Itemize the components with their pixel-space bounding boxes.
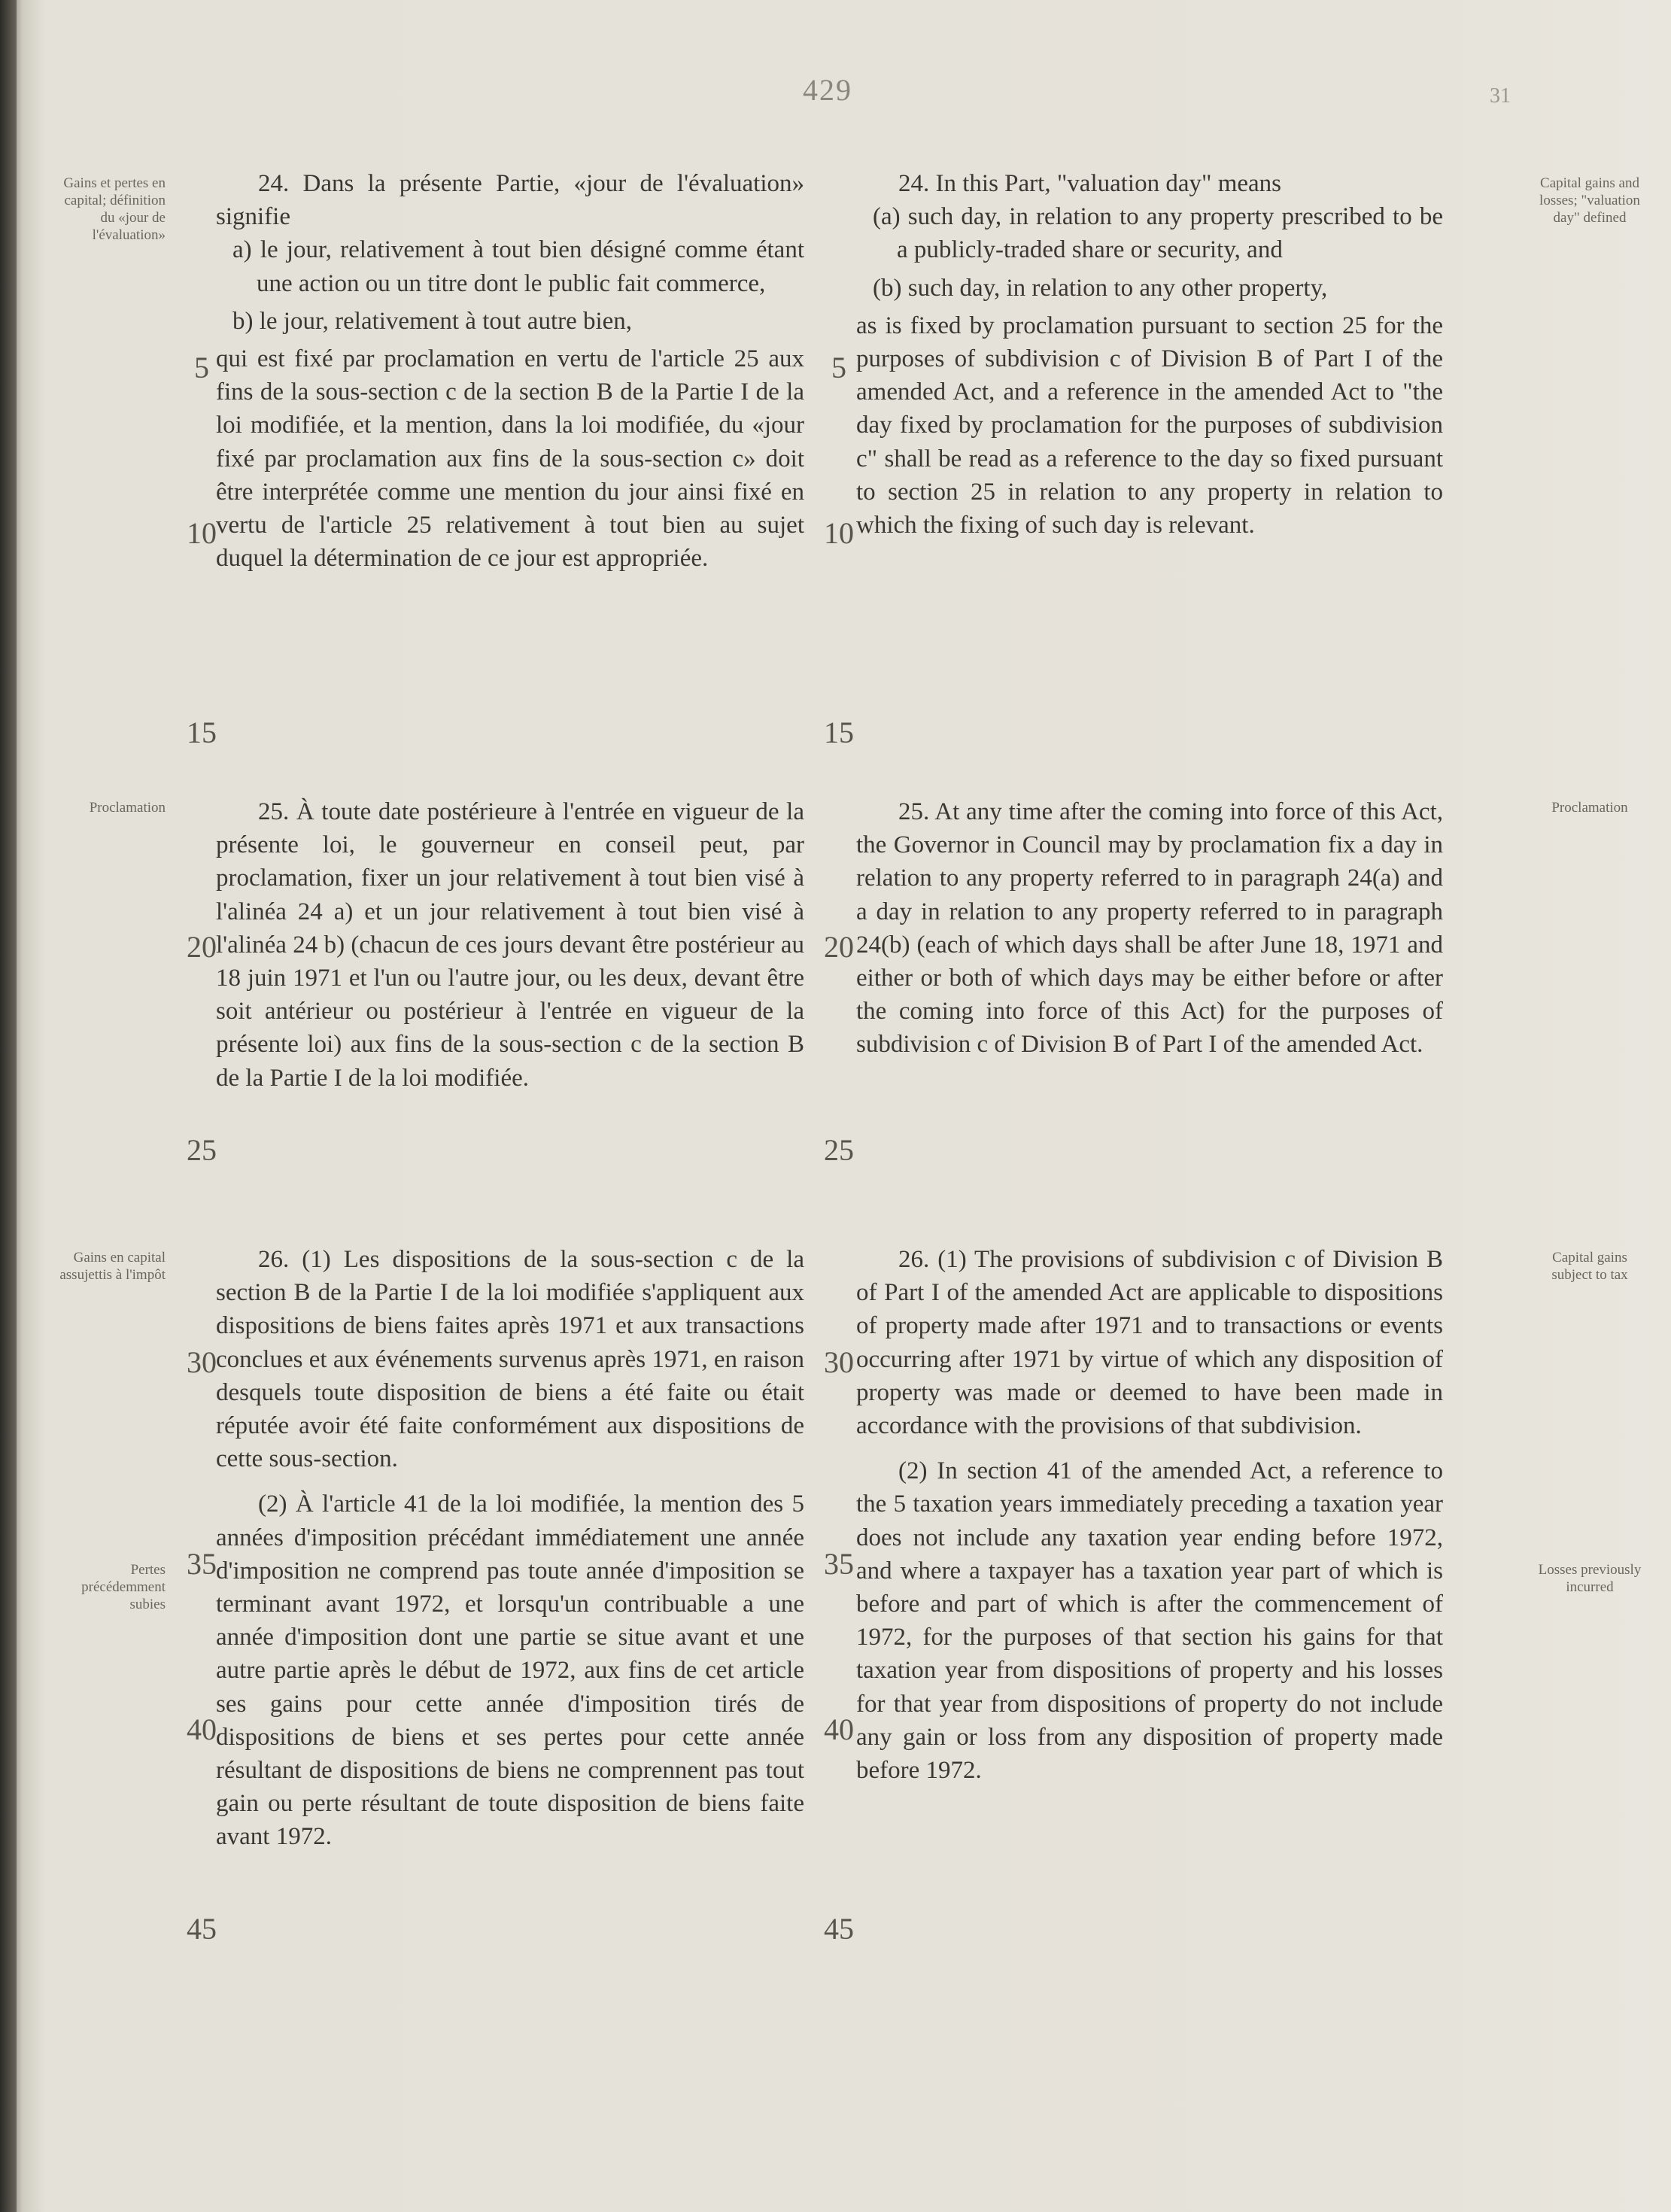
- line-number-15-center: 15: [824, 716, 854, 749]
- line-number-30-left: 30: [187, 1345, 217, 1379]
- line-number-5-left: 5: [194, 351, 209, 384]
- en-s24-tail: as is fixed by proclamation pursuant to section 25 for the purposes of subdivision c of Division B of Part I of the amended Act, and a reference in the amended Act to "the day fixed by proclamation for the purposes of subdivision c" shall be read as a reference to the day so fixed pursuant to section 25 in relation to any property in relation to which the fixing of such day is relevant.: [856, 311, 1443, 539]
- corner-mark: 31: [1490, 84, 1511, 108]
- margin-note-en-capital-gains: Capital gains and losses; "valuation day" defined: [1539, 175, 1640, 226]
- french-s26-block: [216, 1243, 804, 1854]
- line-number-45-center: 45: [824, 1912, 854, 1946]
- en-s24-intro: 24. In this Part, "valuation day" means: [898, 170, 1282, 197]
- line-number-25-left: 25: [187, 1133, 217, 1167]
- line-number-10-center: 10: [824, 516, 854, 550]
- fr-s24-b: b) le jour, relativement à tout autre bien,: [232, 307, 633, 335]
- line-number-25-center: 25: [824, 1133, 854, 1167]
- page-number: 429: [803, 73, 852, 107]
- line-number-35-left: 35: [187, 1547, 217, 1581]
- en-s24-b: (b) such day, in relation to any other property,: [873, 274, 1328, 302]
- line-number-40-left: 40: [187, 1712, 217, 1746]
- fr-s24-tail: qui est fixé par proclamation en vertu de l'article 25 aux fins de la sous-section c de la section B de la Partie I de la loi modifiée, et la mention, dans la loi modifiée, du «jour fixé par proclamation aux fins de la sous-section c» doit être interprétée comme une mention du jour ainsi fixé en vertu de l'article 25 relativement à tout bien au sujet duquel la détermination de ce jour est appropriée.: [216, 345, 804, 573]
- margin-note-en-gains-subject: Capital gains subject to tax: [1551, 1250, 1628, 1283]
- line-number-15-left: 15: [187, 716, 217, 749]
- line-number-40-center: 40: [824, 1712, 854, 1746]
- line-number-5-center: 5: [831, 351, 846, 384]
- en-s26-1: 26. (1) The provisions of subdivision c of Division B of Part I of the amended Act are applicable to dispositions of property made after 1971 and to transactions or events occurring after 1971 by virtue of which any disposition of property was made or deemed to have been made in accordance with the provisions of that subdivision.: [856, 1246, 1443, 1440]
- fr-s25: 25. À toute date postérieure à l'entrée en vigueur de la présente loi, le gouverneur en conseil peut, par proclamation, fixer un jour relativement à tout bien visé à l'alinéa 24 a) et un jour relativement à tout bien visé à l'alinéa 24 b) (chacun de ces jours devant être postérieur au 18 juin 1971 et l'un ou l'autre jour, ou les deux, devant être soit antérieur ou postérieur à l'entrée en vigueur de la présente loi) aux fins de la sous-section c de la section B de la Partie I de la loi modifiée.: [216, 798, 804, 1092]
- fr-s26-2: (2) À l'article 41 de la loi modifiée, la mention des 5 années d'imposition précédant immédiatement une année d'imposition ne comprend pas toute année d'imposition se terminant avant 1972, et lorsqu'un contribuable a une année d'imposition dont une partie se situe avant et une autre partie après le début de 1972, aux fins de cet article ses gains pour cette année d'imposition tirés de dispositions de biens et ses pertes pour cette année résultant de dispositions de biens ne comprennent pas tout gain ou perte résultant de toute disposition de biens faite avant 1972.: [216, 1490, 804, 1851]
- page-binding-shadow: [0, 0, 17, 2212]
- en-s24-a: (a) such day, in relation to any property prescribed to be a publicly-traded share or security, and: [873, 203, 1443, 264]
- line-number-35-center: 35: [824, 1547, 854, 1581]
- margin-note-fr-gains-assujettis: Gains en capital assujettis à l'impôt: [59, 1250, 166, 1283]
- line-number-20-center: 20: [824, 930, 854, 964]
- margin-note-fr-proclamation: Proclamation: [89, 800, 166, 816]
- fr-s24-a: a) le jour, relativement à tout bien désigné comme étant une action ou un titre dont le public fait commerce,: [232, 236, 804, 297]
- en-s26-2: (2) In section 41 of the amended Act, a reference to the 5 taxation years immediately preceding a taxation year does not include any taxation year ending before 1972, and where a taxpayer has a taxation year part of which is before and part of which is after the commencement of 1972, for the purposes of that section his gains for that taxation year from dispositions of property and his losses for that year from dispositions of property do not include any gain or loss from any disposition of property made before 1972.: [856, 1457, 1443, 1785]
- english-column: [856, 167, 1443, 542]
- margin-note-en-losses: Losses previously incurred: [1538, 1562, 1642, 1595]
- french-s25-block: [216, 795, 804, 1095]
- english-s25-block: [856, 795, 1443, 1062]
- line-number-45-left: 45: [187, 1912, 217, 1946]
- line-number-20-left: 20: [187, 930, 217, 964]
- line-number-30-center: 30: [824, 1345, 854, 1379]
- margin-note-fr-pertes: Pertes précédemment subies: [81, 1562, 166, 1612]
- english-s26-block: [856, 1243, 1443, 1787]
- line-number-10-left: 10: [187, 516, 217, 550]
- fr-s24-intro: 24. Dans la présente Partie, «jour de l'évaluation» signifie: [216, 170, 804, 231]
- margin-note-en-proclamation: Proclamation: [1551, 800, 1628, 816]
- en-s25: 25. At any time after the coming into force of this Act, the Governor in Council may by proclamation fix a day in relation to any property referred to in paragraph 24(a) and a day in relation to any property referred to in paragraph 24(b) (each of which days shall be after June 18, 1971 and either or both of which days may be either before or after the coming into force of this Act) for the purposes of subdivision c of Division B of Part I of the amended Act.: [856, 798, 1443, 1059]
- margin-note-fr-gains: Gains et pertes en capital; définition du «jour de l'évaluation»: [63, 175, 166, 243]
- french-column: [216, 167, 804, 575]
- fr-s26-1: 26. (1) Les dispositions de la sous-section c de la section B de la Partie I de la loi modifiée s'appliquent aux dispositions de biens faites après 1971 et aux transactions conclues et aux événements survenus après 1971, en raison desquels toute disposition de biens a été faite ou était réputée avoir été faite conformément aux dispositions de cette sous-section.: [216, 1246, 804, 1473]
